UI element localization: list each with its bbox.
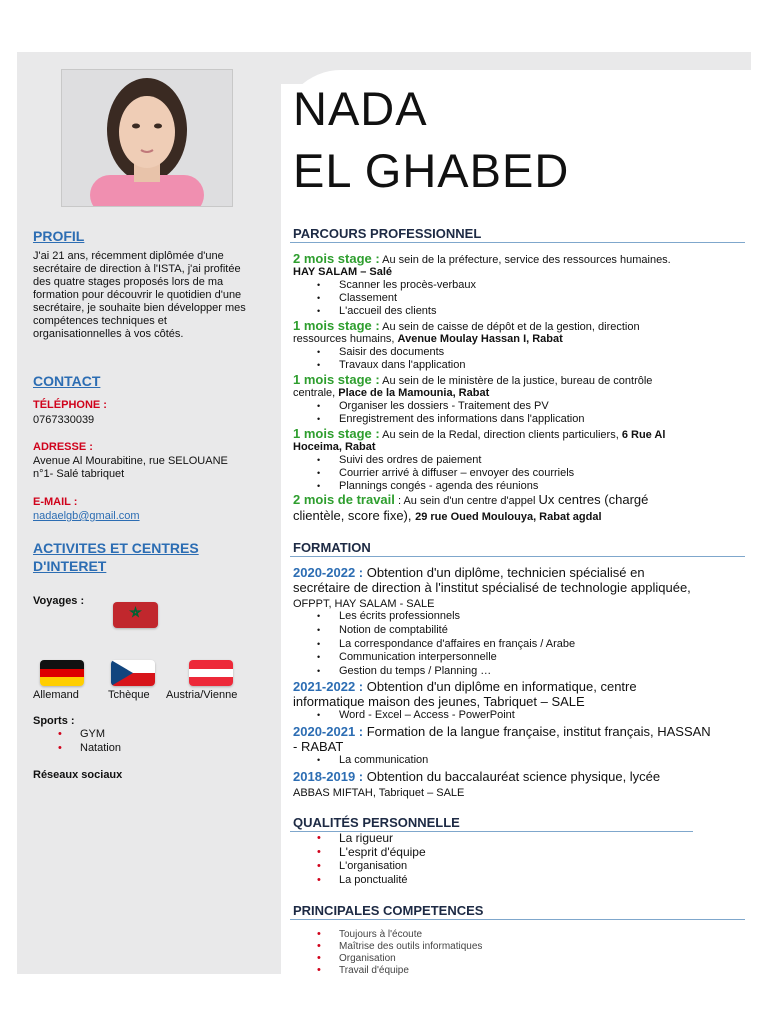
experience-task: • Plannings congés - agenda des réunions bbox=[339, 480, 538, 493]
education-topic: • La correspondance d'affaires en français / Arabe bbox=[339, 638, 575, 651]
experience-location-bold: 29 rue Oued Moulouya, Rabat agdal bbox=[415, 511, 602, 523]
address-label: ADRESSE : bbox=[33, 441, 93, 453]
profile-text: J'ai 21 ans, récemment diplômée d'une secrétaire de direction à l'ISTA, j'ai profitée des quatre stages proposés lors de ma formation pour découvrir le quotidien d'une secrétaire, je souhaite bien développer mes compétences techniques et organisationnelles à vos côtés. bbox=[33, 250, 246, 340]
education-period: 2021-2022 : bbox=[293, 679, 364, 694]
education-desc: Obtention d'un diplôme, technicien spécialisé en bbox=[363, 565, 645, 580]
austria-flag-icon bbox=[189, 660, 233, 686]
education-period: 2020-2021 : bbox=[293, 724, 364, 739]
email-label: E-MAIL : bbox=[33, 496, 78, 508]
education-desc: - RABAT bbox=[293, 739, 344, 754]
quality-item: • La rigueur bbox=[339, 832, 393, 845]
experience-item-5 bbox=[293, 493, 753, 508]
education-topic: • Communication interpersonnelle bbox=[339, 651, 497, 664]
education-heading: FORMATION bbox=[293, 540, 371, 555]
experience-location: Hoceima, Rabat bbox=[293, 441, 376, 453]
experience-desc: Au sein de le ministère de la justice, bureau de contrôle bbox=[379, 375, 653, 387]
experience-location-bold: Place de la Mamounia, Rabat bbox=[338, 387, 490, 399]
education-period: 2018-2019 : bbox=[293, 769, 364, 784]
education-topic: • Word - Excel – Access - PowerPoint bbox=[339, 709, 515, 722]
experience-period: 1 mois stage : bbox=[293, 426, 380, 441]
education-topic: • Gestion du temps / Planning … bbox=[339, 665, 491, 678]
full-name bbox=[293, 78, 569, 202]
skills-heading: PRINCIPALES COMPETENCES bbox=[293, 903, 484, 918]
education-period: 2020-2022 : bbox=[293, 565, 364, 580]
divider bbox=[290, 556, 745, 557]
education-desc: Obtention du baccalauréat science physique, lycée bbox=[363, 769, 661, 784]
experience-location bbox=[293, 387, 489, 400]
education-desc: informatique maison des jeunes, Tabriquet – SALE bbox=[293, 694, 585, 709]
first-name: NADA bbox=[293, 82, 428, 135]
experience-period: 2 mois de travail bbox=[293, 492, 395, 507]
flag-label-czech: Tchèque bbox=[108, 689, 150, 701]
experience-item-3 bbox=[293, 373, 753, 388]
experience-task: • Enregistrement des informations dans l'application bbox=[339, 413, 584, 426]
email-link[interactable]: nadaelgb@gmail.com bbox=[33, 510, 140, 522]
experience-desc: Au sein de caisse de dépôt et de la gestion, direction bbox=[379, 321, 640, 333]
experience-period: 1 mois stage : bbox=[293, 318, 380, 333]
education-topic: • Les écrits professionnels bbox=[339, 610, 460, 623]
experience-desc-large: Ux centres (chargé bbox=[538, 492, 649, 507]
qualities-heading: QUALITÉS PERSONNELLE bbox=[293, 815, 460, 830]
experience-task: • L'accueil des clients bbox=[339, 305, 437, 318]
education-desc: ABBAS MIFTAH, Tabriquet – SALE bbox=[293, 787, 465, 799]
experience-desc: Au sein de la Redal, direction clients particuliers, bbox=[379, 429, 622, 441]
experience-location-text: clientèle, score fixe), bbox=[293, 508, 416, 523]
last-name: EL GHABED bbox=[293, 144, 570, 197]
experience-heading: PARCOURS PROFESSIONNEL bbox=[293, 226, 482, 241]
experience-location bbox=[293, 333, 563, 346]
interests-heading bbox=[33, 539, 199, 575]
experience-location-text: centrale, bbox=[293, 387, 339, 399]
experience-item-1 bbox=[293, 252, 753, 267]
phone-value: 0767330039 bbox=[33, 414, 95, 426]
experience-period: 2 mois stage : bbox=[293, 251, 380, 266]
education-item-2 bbox=[293, 679, 753, 709]
experience-task: • Travaux dans l'application bbox=[339, 359, 465, 372]
germany-flag-icon bbox=[40, 660, 84, 686]
contact-heading: CONTACT bbox=[33, 373, 101, 389]
education-topic: • La communication bbox=[339, 754, 428, 767]
education-item-4 bbox=[293, 769, 753, 801]
skill-item: • Maîtrise des outils informatiques bbox=[339, 940, 482, 953]
education-desc: Obtention d'un diplôme en informatique, centre bbox=[363, 679, 637, 694]
travel-label: Voyages : bbox=[33, 595, 85, 607]
skill-item: • Organisation bbox=[339, 952, 396, 965]
experience-location bbox=[293, 509, 602, 524]
experience-item-2 bbox=[293, 319, 753, 334]
experience-task: • Scanner les procès-verbaux bbox=[339, 279, 476, 292]
experience-item-4 bbox=[293, 427, 753, 442]
czech-flag-icon bbox=[111, 660, 155, 686]
experience-period: 1 mois stage : bbox=[293, 372, 380, 387]
experience-task: • Courrier arrivé à diffuser – envoyer des courriels bbox=[339, 467, 574, 480]
interests-heading-line-1: ACTIVITES ET CENTRES bbox=[33, 540, 199, 556]
experience-desc: Au sein de la préfecture, service des ressources humaines. bbox=[379, 254, 671, 266]
education-item-1 bbox=[293, 565, 753, 612]
skill-item: • Travail d'équipe bbox=[339, 964, 409, 977]
experience-location-text: ressources humains, bbox=[293, 333, 398, 345]
education-item-3 bbox=[293, 724, 753, 754]
address-line-2: n°1- Salé tabriquet bbox=[33, 468, 125, 480]
interests-heading-line-2: D'INTERET bbox=[33, 558, 107, 574]
experience-location: HAY SALAM – Salé bbox=[293, 266, 393, 278]
profile-photo bbox=[62, 70, 232, 206]
quality-item: • L'organisation bbox=[339, 860, 407, 873]
education-topic: • Notion de comptabilité bbox=[339, 624, 448, 637]
education-desc: OFPPT, HAY SALAM - SALE bbox=[293, 598, 435, 610]
social-label: Réseaux sociaux bbox=[33, 769, 123, 781]
divider bbox=[290, 919, 745, 920]
education-desc: secrétaire de direction à l'institut spécialisé de technologie appliquée, bbox=[293, 580, 691, 595]
experience-task: • Organiser les dossiers - Traitement des PV bbox=[339, 400, 549, 413]
experience-task: • Saisir des documents bbox=[339, 346, 444, 359]
sports-label: Sports : bbox=[33, 715, 75, 727]
experience-task: • Suivi des ordres de paiement bbox=[339, 454, 481, 467]
skill-item: • Toujours à l'écoute bbox=[339, 928, 422, 941]
address-line-1: Avenue Al Mourabitine, rue SELOUANE bbox=[33, 455, 228, 467]
experience-desc: : Au sein d'un centre d'appel bbox=[394, 495, 539, 507]
flag-label-austria: Austria/Vienne bbox=[166, 689, 238, 701]
flag-label-germany: Allemand bbox=[33, 689, 79, 701]
experience-desc-bold: 6 Rue Al bbox=[621, 429, 666, 441]
quality-item: • L'esprit d'équipe bbox=[339, 846, 426, 859]
phone-label: TÉLÉPHONE : bbox=[33, 399, 107, 411]
sport-item: • Natation bbox=[80, 742, 121, 755]
quality-item: • La ponctualité bbox=[339, 874, 408, 887]
education-desc: Formation de la langue française, institut français, HASSAN bbox=[363, 724, 711, 739]
experience-task: • Classement bbox=[339, 292, 397, 305]
morocco-flag-icon bbox=[113, 602, 158, 628]
profile-heading: PROFIL bbox=[33, 228, 85, 244]
experience-location-bold: Avenue Moulay Hassan I, Rabat bbox=[397, 333, 563, 345]
divider bbox=[290, 242, 745, 243]
sport-item: • GYM bbox=[80, 728, 105, 741]
